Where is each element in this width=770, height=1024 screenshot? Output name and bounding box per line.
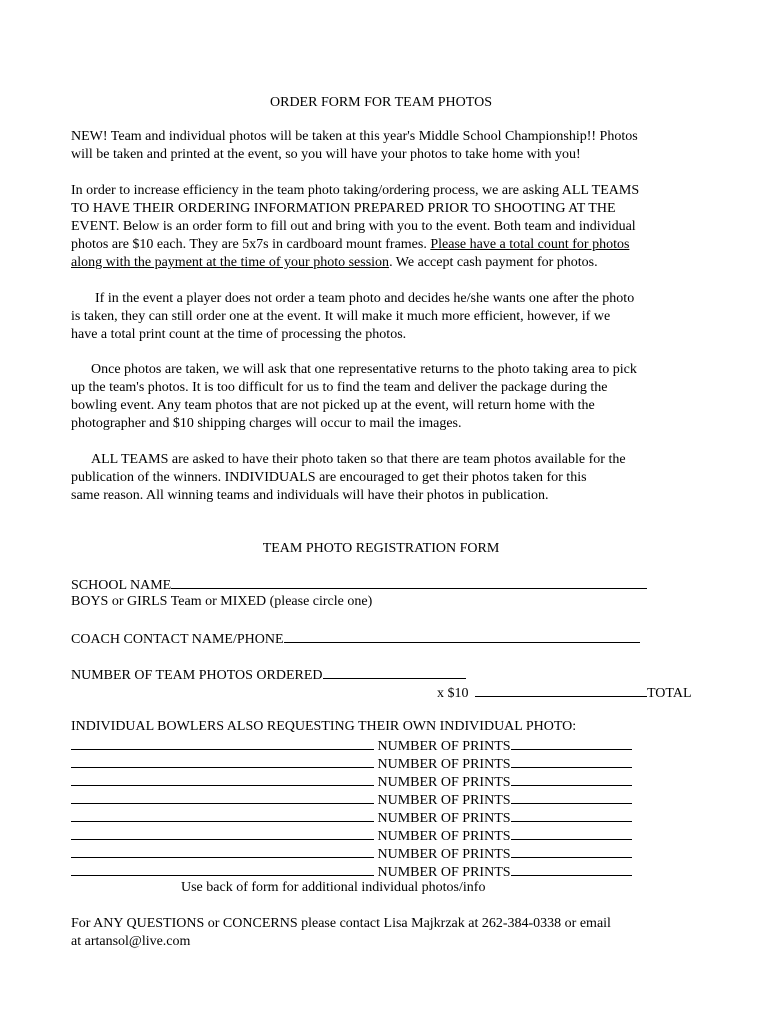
bowler-name-field[interactable] — [71, 844, 374, 858]
paragraph-line: Once photos are taken, we will ask that one representative returns to the photo taking area to pick — [91, 362, 637, 377]
paragraph-line: is taken, they can still order one at the event. It will make it much more efficient, however, if we — [71, 309, 611, 324]
prints-label: NUMBER OF PRINTS — [377, 865, 511, 880]
bowler-name-field[interactable] — [71, 736, 374, 750]
individual-bowler-row — [71, 790, 632, 808]
team-gender-row — [71, 593, 372, 611]
prints-count-field[interactable] — [511, 826, 632, 840]
underlined-note: along with the payment at the time of your photo session — [71, 255, 390, 270]
bowler-name-field[interactable] — [71, 826, 374, 840]
school-name-label: SCHOOL NAME — [71, 578, 172, 593]
paragraph-line: have a total print count at the time of processing the photos. — [71, 327, 407, 342]
bowler-name-field[interactable] — [71, 808, 374, 822]
prints-count-field[interactable] — [511, 862, 632, 876]
prints-count-field[interactable] — [511, 808, 632, 822]
coach-contact-field[interactable] — [284, 629, 640, 643]
bowler-name-field[interactable] — [71, 754, 374, 768]
individual-bowler-row — [71, 826, 632, 844]
paragraph-line: same reason. All winning teams and individuals will have their photos in publication. — [71, 488, 549, 503]
price-label: x $10 — [437, 686, 469, 701]
total-label: TOTAL — [647, 686, 692, 701]
team-photos-row — [71, 665, 466, 683]
individual-bowler-row — [71, 736, 632, 754]
paragraph-line: bowling event. Any team photos that are not picked up at the event, will return home with the — [71, 398, 595, 413]
individual-bowler-row — [71, 862, 632, 880]
paragraph-line: TO HAVE THEIR ORDERING INFORMATION PREPARED PRIOR TO SHOOTING AT THE — [71, 201, 616, 216]
paragraph-line: photographer and $10 shipping charges will occur to mail the images. — [71, 416, 462, 431]
bowler-name-field[interactable] — [71, 790, 374, 804]
individual-bowler-row — [71, 844, 632, 862]
prints-label: NUMBER OF PRINTS — [377, 847, 511, 862]
paragraph-line — [71, 254, 691, 272]
prints-count-field[interactable] — [511, 844, 632, 858]
individual-bowler-row — [71, 772, 632, 790]
late-order-paragraph — [71, 290, 691, 344]
paragraph-line: publication of the winners. INDIVIDUALS are encouraged to get their photos taken for this — [71, 470, 587, 485]
paragraph-line: EVENT. Below is an order form to fill out and bring with you to the event. Both team and individual — [71, 219, 636, 234]
price-text: photos are $10 each. They are 5x7s in cardboard mount frames. — [71, 237, 431, 252]
contact-line: For ANY QUESTIONS or CONCERNS please contact Lisa Majkrzak at 262-384-0338 or email — [71, 916, 611, 931]
prints-count-field[interactable] — [511, 772, 632, 786]
prints-label: NUMBER OF PRINTS — [377, 739, 511, 754]
pickup-paragraph — [71, 361, 691, 433]
total-row — [437, 683, 692, 701]
prints-label: NUMBER OF PRINTS — [377, 829, 511, 844]
team-gender-label: BOYS or GIRLS Team or MIXED (please circle one) — [71, 594, 373, 609]
publication-paragraph — [71, 451, 691, 505]
prints-count-field[interactable] — [511, 736, 632, 750]
efficiency-paragraph — [71, 182, 691, 272]
individual-bowler-row — [71, 754, 632, 772]
intro-line: NEW! Team and individual photos will be taken at this year's Middle School Championship!! Photos — [71, 129, 638, 144]
school-name-row — [71, 575, 647, 593]
page-title: ORDER FORM FOR TEAM PHOTOS — [270, 95, 492, 110]
prints-label: NUMBER OF PRINTS — [377, 757, 511, 772]
prints-label: NUMBER OF PRINTS — [377, 775, 511, 790]
paragraph-line: up the team's photos. It is too difficult for us to find the team and deliver the package during the — [71, 380, 608, 395]
prints-count-field[interactable] — [511, 754, 632, 768]
individual-bowler-row — [71, 808, 632, 826]
school-name-field[interactable] — [171, 575, 647, 589]
underlined-note: Please have a total count for photos — [430, 237, 630, 252]
registration-form-title: TEAM PHOTO REGISTRATION FORM — [262, 541, 500, 556]
team-photos-label: NUMBER OF TEAM PHOTOS ORDERED — [71, 668, 323, 683]
back-of-form-note: Use back of form for additional individual photos/info — [181, 880, 486, 895]
prints-count-field[interactable] — [511, 790, 632, 804]
paragraph-line: ALL TEAMS are asked to have their photo taken so that there are team photos available for the — [91, 452, 626, 467]
contact-line: at artansol@live.com — [71, 934, 191, 949]
contact-paragraph — [71, 915, 691, 951]
coach-contact-row — [71, 629, 640, 647]
team-photos-count-field[interactable] — [323, 665, 466, 679]
intro-line: will be taken and printed at the event, so you will have your photos to take home with you! — [71, 147, 581, 162]
paragraph-line: If in the event a player does not order a team photo and decides he/she wants one after the photo — [95, 291, 635, 306]
prints-label: NUMBER OF PRINTS — [377, 793, 511, 808]
prints-label: NUMBER OF PRINTS — [377, 811, 511, 826]
bowler-name-field[interactable] — [71, 772, 374, 786]
bowler-name-field[interactable] — [71, 862, 374, 876]
payment-text: . We accept cash payment for photos. — [389, 255, 598, 270]
individual-heading: INDIVIDUAL BOWLERS ALSO REQUESTING THEIR OWN INDIVIDUAL PHOTO: — [71, 719, 577, 734]
total-amount-field[interactable] — [475, 683, 647, 697]
paragraph-line: In order to increase efficiency in the team photo taking/ordering process, we are asking ALL TEAMS — [71, 183, 640, 198]
intro-paragraph — [71, 128, 691, 164]
paragraph-line — [71, 236, 691, 254]
coach-contact-label: COACH CONTACT NAME/PHONE — [71, 632, 284, 647]
